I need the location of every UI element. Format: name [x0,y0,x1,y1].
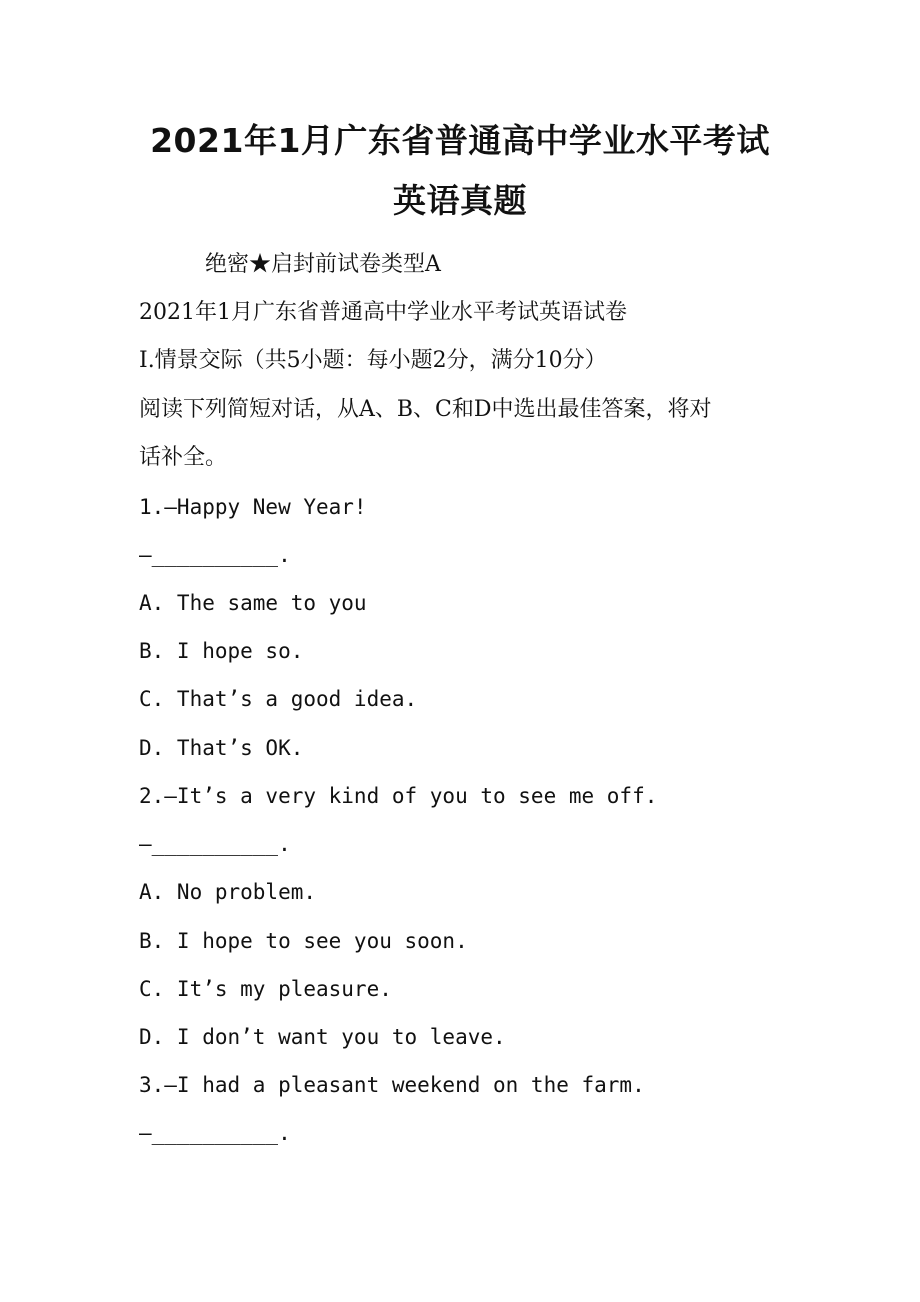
document-title-line1: 2021年1月广东省普通高中学业水平考试 [150,121,770,160]
confidential-notice: 绝密★启封前试卷类型A [205,252,441,277]
question-1-option-d: D. That’s OK. [139,736,304,760]
question-2-answer-blank: —__________. [139,832,291,856]
section-heading: I.情景交际（共5小题：每小题2分，满分10分） [139,348,607,373]
question-3-answer-blank: —__________. [139,1121,291,1145]
question-2-option-d: D. I don’t want you to leave. [139,1025,506,1049]
question-1-option-b: B. I hope so. [139,639,304,663]
instruction-line2: 话补全。 [139,445,228,470]
question-2-option-b: B. I hope to see you soon. [139,929,468,953]
exam-name: 2021年1月广东省普通高中学业水平考试英语试卷 [139,300,627,325]
question-1-option-c: C. That’s a good idea. [139,687,418,711]
question-1-answer-blank: —__________. [139,543,291,567]
question-1-stem: 1.—Happy New Year! [139,495,367,519]
instruction-line1: 阅读下列简短对话，从A、B、C和D中选出最佳答案，将对 [139,397,712,422]
question-2-stem: 2.—It’s a very kind of you to see me off. [139,784,658,808]
question-1-option-a: A. The same to you [139,591,367,615]
question-3-stem: 3.—I had a pleasant weekend on the farm. [139,1073,645,1097]
question-2-option-c: C. It’s my pleasure. [139,977,392,1001]
question-2-option-a: A. No problem. [139,880,317,904]
document-title-line2: 英语真题 [393,181,527,220]
